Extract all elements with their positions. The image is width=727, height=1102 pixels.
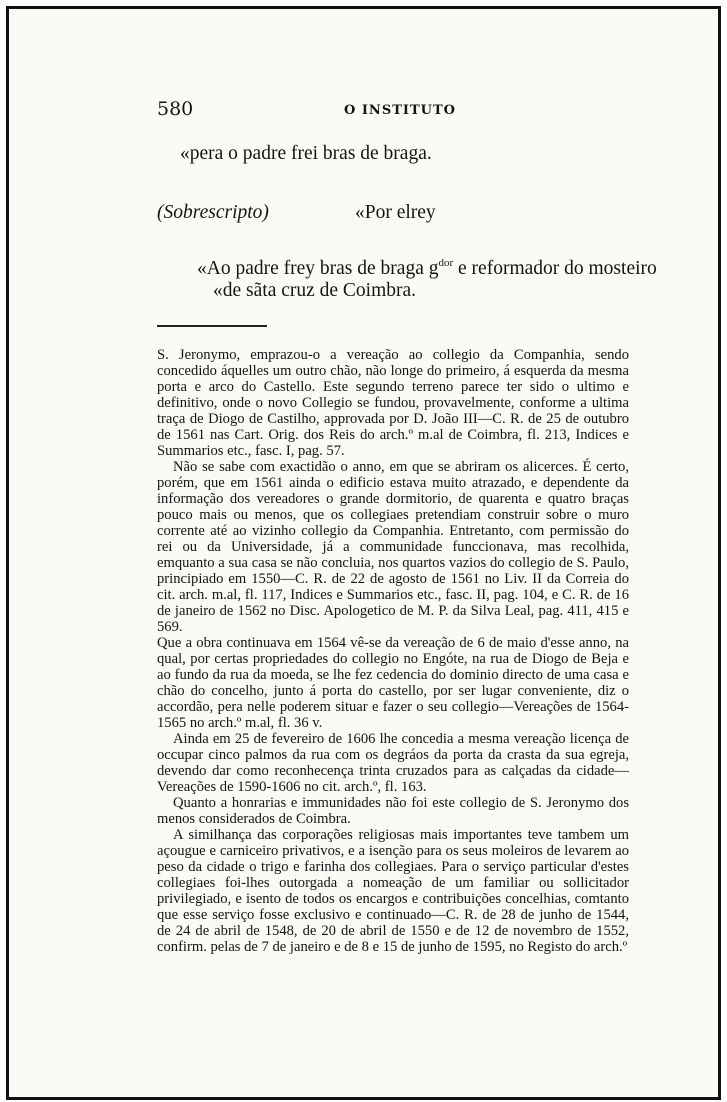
address-line-1a: «Ao padre frey bras de braga g [197,258,439,279]
note-paragraph-5: Quanto a honrarias e immunidades não foi este collegio de S. Jeronymo dos menos considerados de Coimbra. [157,795,629,827]
running-head: O INSTITUTO [344,103,456,118]
footnotes [157,347,629,955]
note-paragraph-4: Ainda em 25 de fevereiro de 1606 lhe concedia a mesma vereação licença de occupar cinco palmos da rua com os degráos da porta da crasta da sua egreja, devendo dar como reconhecença trinta cruzados para as calçadas da cidade—Vereações de 1590-1606 no cit. arch.º, fl. 163. [157,731,629,795]
sobrescripto-label: (Sobrescripto) [157,202,269,223]
note-paragraph-2: Não se sabe com exactidão o anno, em que se abriram os alicerces. É certo, porém, que em 1561 ainda o edificio estava muito atrazado, e dependente da informação dos vereadores o grande dormitorio, de quarenta e quatro braças pouco mais ou menos, que os collegiaes pretendiam construir sobre o muro corrente até ao vizinho collegio da Companhia. Entretanto, com permissão do rei ou da Universidade, já a communidade funccionava, mas recolhida, emquanto a sua casa se não concluia, nos quartos vazios do collegio de S. Paulo, principiado em 1550—C. R. de 22 de agosto de 1561 no Liv. II da Correia do cit. arch. m.al, fl. 117, Indices e Summarios etc., fasc. II, pag. 104, e C. R. de 16 de janeiro de 1562 no Disc. Apologetico de M. P. da Silva Leal, pag. 411, 415 e 569. [157,459,629,635]
sobrescripto-text: «Por elrey [355,202,436,223]
address-superscript: dor [438,257,454,269]
note-paragraph-1: S. Jeronymo, emprazou-o a vereação ao collegio da Companhia, sendo concedido áquelles um outro chão, não longe do primeiro, á esquerda da mesma porta e arco do Castello. Este segundo terreno parece ter sido o ultimo e definitivo, onde o novo Collegio se fundou, provavelmente, conforme a ultima traça de Diogo de Castilho, approvada por D. João III—C. R. de 25 de outubro de 1561 nas Cart. Orig. dos Reis do arch.º m.al de Coimbra, fl. 213, Indices e Summarios etc., fasc. I, pag. 57. [157,347,629,459]
address-line-1b: e reformador do mosteiro [453,258,657,279]
note-paragraph-6: A similhança das corporações religiosas mais importantes teve tambem um açougue e carniceiro privativos, e a isenção para os seus moleiros de levarem ao peso da cidade o trigo e farinha dos collegiaes. Para o serviço particular d'estes collegiaes foi-lhes outorgada a nomeação de um familiar ou sollicitador privilegiado, e isento de todos os encargos e contribuições concelhias, comtanto que esse serviço fosse exclusivo e continuado—C. R. de 28 de junho de 1544, de 24 de abril de 1548, de 20 de abril de 1550 e de 12 de novembro de 1552, confirm. pelas de 7 de janeiro e de 8 e 15 de junho de 1595, no Registo do arch.º [157,827,629,955]
footnote-rule [157,325,267,327]
note-paragraph-3: Que a obra continuava em 1564 vê-se da vereação de 6 de maio d'esse anno, na qual, por certas propriedades do collegio no Engóte, na rua de Diogo de Beja e ao fundo da rua da moeda, se lhe fez cedencia do dominio directo de uma casa e chão do concelho, junto á porta do castello, por ser lugar conveniente, diz o accordão, pera nelle poderem situar e fazer o seu collegio—Vereações de 1564-1565 no arch.º m.al, fl. 36 v. [157,635,629,731]
address-line-1 [197,257,657,280]
address-line-2: «de sãta cruz de Coimbra. [213,280,417,301]
letter-line-1: «pera o padre frei bras de braga. [180,143,432,164]
page-number: 580 [157,98,194,120]
